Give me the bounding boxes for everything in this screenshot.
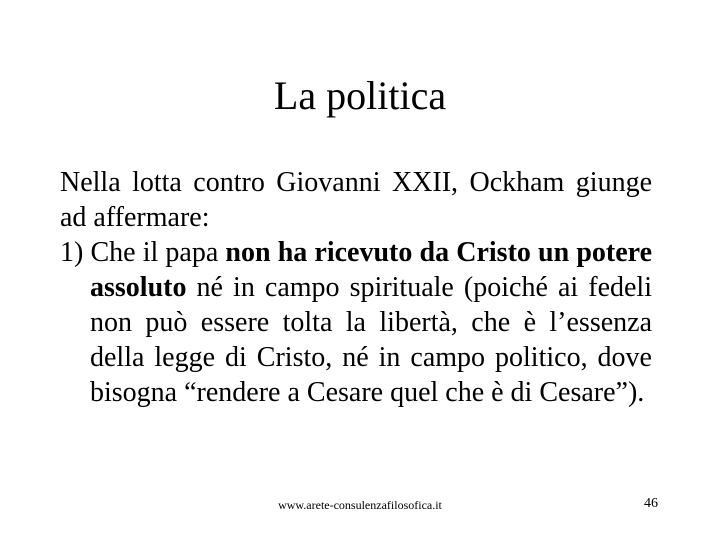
- intro-paragraph: Nella lotta contro Giovanni XXII, Ockham giunge ad affermare:: [60, 167, 652, 233]
- slide-body: [60, 165, 652, 410]
- page-number: 46: [644, 496, 658, 511]
- footer-url: www.arete-consulenzafilosofica.it: [278, 498, 442, 512]
- point-1: [60, 235, 652, 410]
- point-1-bold-text: non ha ricevuto da Cristo un potere assoluto: [90, 237, 652, 303]
- point-1-prefix: 1) Che il papa: [60, 237, 226, 268]
- point-1-rest: né in campo spirituale (poiché ai fedeli non può essere tolta la libertà, che è l’essenza della legge di Cristo, né in campo politico, dove bisogna “rendere a Cesare quel che è di Cesare”).: [90, 272, 652, 408]
- slide-title: La politica: [273, 73, 447, 118]
